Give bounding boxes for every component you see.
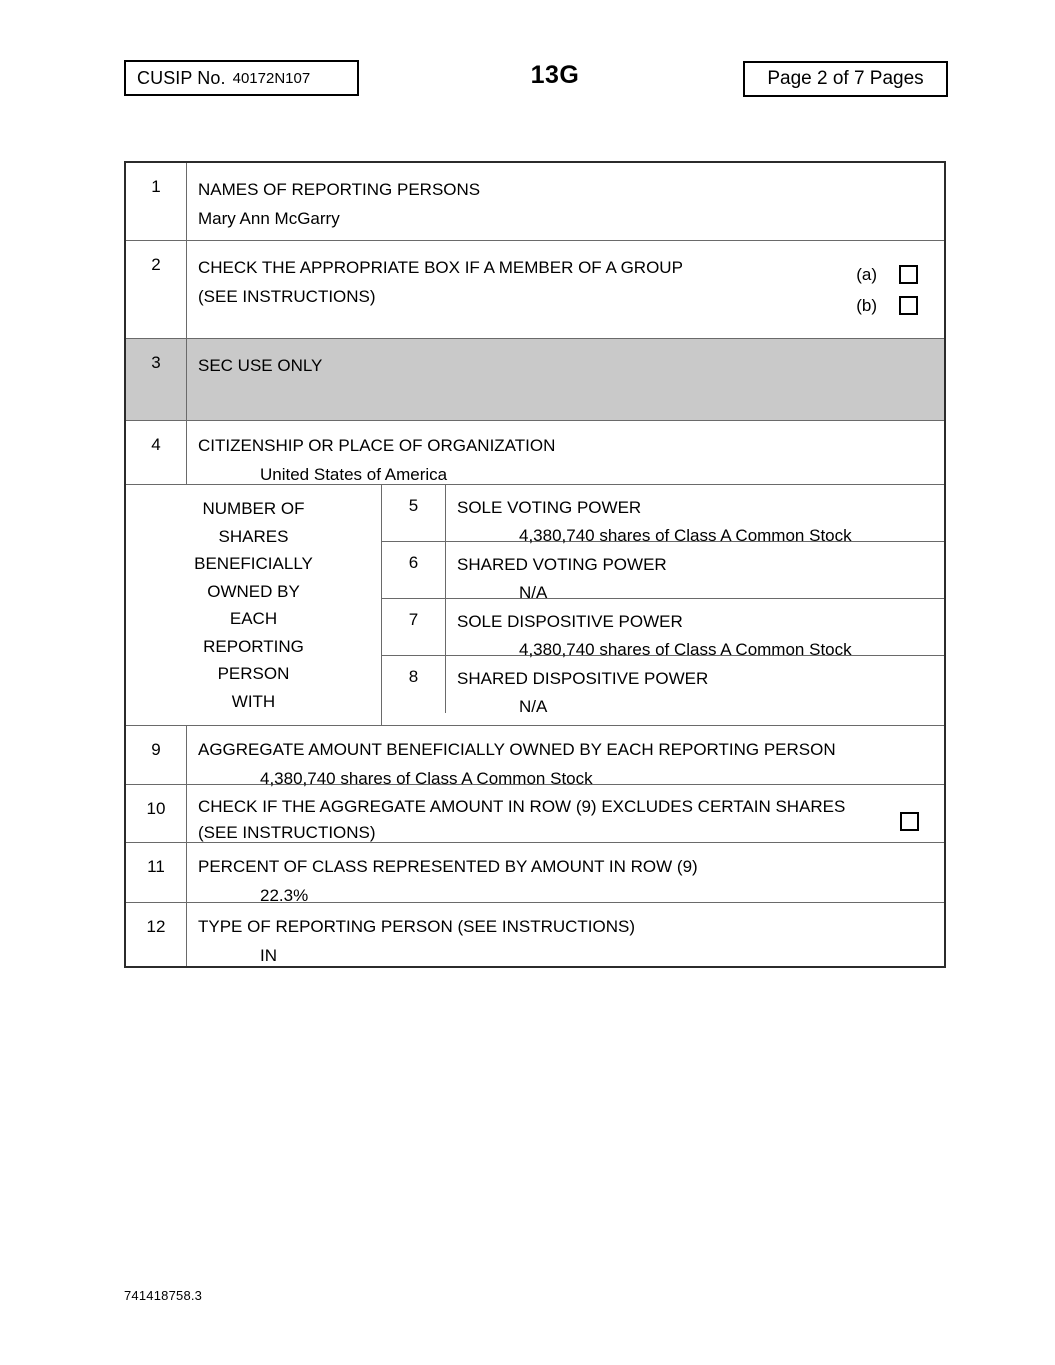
row-number-5: 5 — [382, 485, 446, 541]
row-10-title: CHECK IF THE AGGREGATE AMOUNT IN ROW (9) EXCLUDES CERTAIN SHARES — [198, 797, 846, 816]
row-7-title: SOLE DISPOSITIVE POWER — [457, 612, 683, 631]
row-4-title: CITIZENSHIP OR PLACE OF ORGANIZATION — [198, 436, 556, 455]
row-body-3 — [187, 339, 944, 420]
side-label-line-4: OWNED BY — [207, 581, 300, 601]
row-3-title: SEC USE ONLY — [198, 356, 323, 375]
row-6-value: N/A — [519, 583, 548, 602]
table-row-8 — [382, 656, 944, 716]
row-body-6 — [446, 542, 944, 602]
table-row-10 — [126, 785, 944, 843]
row-body-9 — [187, 726, 944, 788]
group-option-a-checkbox[interactable] — [899, 265, 918, 284]
cusip-box — [124, 60, 359, 96]
row-6-title: SHARED VOTING POWER — [457, 555, 667, 574]
row-number-11: 11 — [126, 843, 187, 902]
row-number-8: 8 — [382, 656, 446, 713]
row-number-4: 4 — [126, 421, 187, 484]
table-row-6 — [382, 542, 944, 602]
group-option-a-label: (a) — [856, 264, 877, 284]
excludes-shares-checkbox[interactable] — [900, 812, 919, 831]
row-8-value: N/A — [519, 697, 548, 716]
voting-dispositive-rows — [382, 485, 944, 725]
side-label-line-3: BENEFICIALLY — [194, 554, 313, 573]
row-7-value: 4,380,740 shares of Class A Common Stock — [519, 640, 852, 659]
row-5-value: 4,380,740 shares of Class A Common Stock — [519, 526, 852, 545]
row-number-9: 9 — [126, 726, 187, 784]
group-option-b-label: (b) — [856, 295, 877, 315]
page-header — [0, 60, 1055, 100]
row-1-title: NAMES OF REPORTING PERSONS — [198, 180, 481, 199]
table-row-12 — [126, 903, 944, 966]
row-body-5 — [446, 485, 944, 545]
table-row-9 — [126, 726, 944, 788]
row-body-10 — [187, 785, 944, 842]
page-indicator-text: Page 2 of 7 Pages — [767, 68, 924, 89]
row-12-title: TYPE OF REPORTING PERSON (SEE INSTRUCTIONS) — [198, 917, 636, 936]
row-body-11 — [187, 843, 944, 905]
cusip-label: CUSIP No. — [137, 67, 226, 88]
page-indicator-box — [743, 61, 948, 97]
row-5-title: SOLE VOTING POWER — [457, 498, 642, 517]
row-number-1: 1 — [126, 163, 187, 240]
row-9-title: AGGREGATE AMOUNT BENEFICIALLY OWNED BY EACH REPORTING PERSON — [198, 740, 836, 759]
form-type-title: 13G — [530, 61, 580, 89]
table-row-5 — [382, 485, 944, 545]
table-row-2 — [126, 241, 944, 339]
row-body-7 — [446, 599, 944, 659]
table-row-4 — [126, 421, 944, 485]
row-11-title: PERCENT OF CLASS REPRESENTED BY AMOUNT IN ROW (9) — [198, 857, 698, 876]
row-2-subtitle: (SEE INSTRUCTIONS) — [198, 287, 376, 306]
table-row-11 — [126, 843, 944, 903]
row-11-value: 22.3% — [260, 886, 309, 905]
row-number-12: 12 — [126, 903, 187, 966]
group-option-b-checkbox[interactable] — [899, 296, 918, 315]
row-12-value: IN — [260, 946, 277, 965]
row-number-7: 7 — [382, 599, 446, 655]
cusip-number: 40172N107 — [232, 69, 311, 87]
row-9-value: 4,380,740 shares of Class A Common Stock — [260, 769, 593, 788]
row-number-10: 10 — [126, 785, 187, 842]
table-row-7 — [382, 599, 944, 659]
beneficial-ownership-block — [126, 485, 944, 726]
side-label-line-2: SHARES — [218, 526, 289, 546]
document-id-footer: 741418758.3 — [124, 1288, 203, 1303]
row-8-title: SHARED DISPOSITIVE POWER — [457, 669, 709, 688]
row-body-12 — [187, 903, 944, 966]
group-option-a-line — [818, 259, 918, 290]
table-row-3 — [126, 339, 944, 421]
row-body-8 — [446, 656, 944, 716]
side-label-line-5: EACH — [229, 609, 278, 628]
table-row-1 — [126, 163, 944, 241]
row-body-4 — [187, 421, 944, 484]
side-label-line-7: PERSON — [217, 664, 290, 683]
group-membership-options — [818, 259, 918, 321]
group-option-b-line — [818, 290, 918, 321]
row-body-1 — [187, 163, 944, 240]
schedule-13g-cover-table — [124, 161, 946, 968]
row-body-2 — [187, 241, 944, 338]
row-number-6: 6 — [382, 542, 446, 598]
row-number-2: 2 — [126, 241, 187, 338]
side-label-line-6: REPORTING — [203, 636, 304, 656]
shares-owned-side-label — [126, 485, 382, 725]
row-10-subtitle: (SEE INSTRUCTIONS) — [198, 823, 376, 842]
row-number-3: 3 — [126, 339, 187, 420]
side-label-line-1: NUMBER OF — [202, 499, 305, 518]
side-label-line-8: WITH — [231, 691, 276, 711]
row-1-value: Mary Ann McGarry — [198, 209, 340, 228]
row-4-value: United States of America — [260, 465, 448, 484]
row-2-title: CHECK THE APPROPRIATE BOX IF A MEMBER OF A GROUP — [198, 258, 683, 277]
